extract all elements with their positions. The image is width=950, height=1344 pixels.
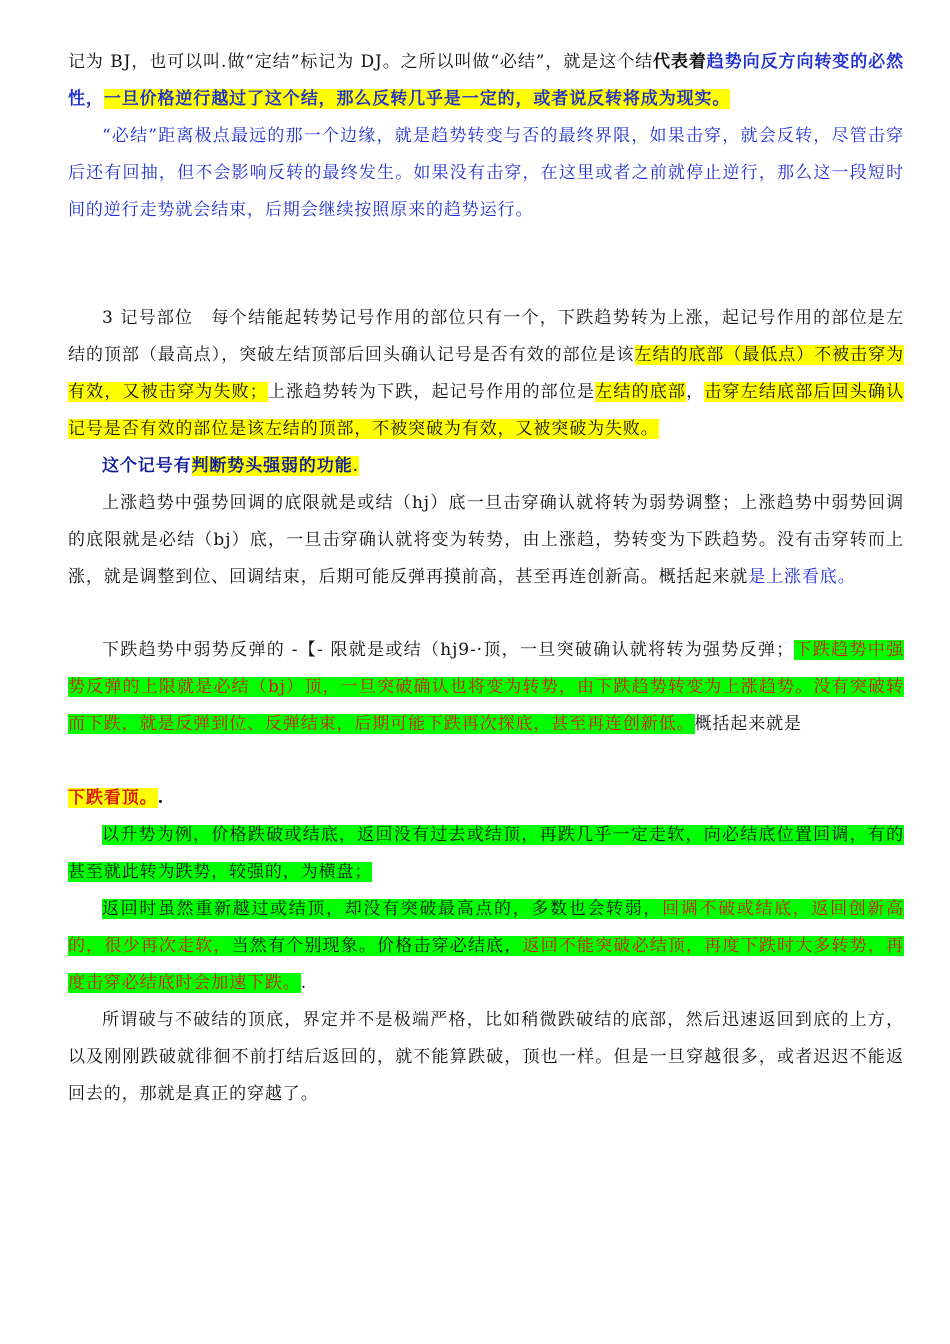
paragraph-return: [68, 891, 904, 1002]
highlight-yellow: 一旦价格逆行越过了这个结，那么反转几乎是一定的，或者说反转将成为现实。: [103, 89, 731, 109]
paragraph-definition: [68, 44, 904, 118]
text-run-bold: 代表着: [653, 52, 707, 72]
text-run: 记为 BJ，也可以叫.做“定结”标记为 DJ。之所以叫做“必结”，就是这个结: [68, 52, 653, 72]
highlight-yellow: 下跌看顶。: [68, 788, 158, 808]
highlight-green: 返回不能突破必结顶，再度下跌时大多转势，再度击穿必结底时会加速下跌。: [68, 936, 904, 993]
highlight-yellow: .: [352, 456, 359, 476]
paragraph-break-definition: 所谓破与不破结的顶底，界定并不是极端严格，比如稍微跌破结的底部，然后迅速返回到底的上方，以及刚刚跌破就徘徊不前打结后返回的，就不能算跌破，顶也一样。但是一旦穿越很多，或者迟迟不能返回去的，那就是真正的穿越了。: [68, 1010, 904, 1104]
highlight-green: 回调不破或结底，返回创新高的，很少再次走软，: [68, 899, 905, 956]
paragraph-uptrend: [68, 485, 904, 596]
text-run: .: [300, 973, 308, 993]
paragraph-strength-note: [68, 448, 904, 485]
highlight-green: 下跌趋势中强势反弹的上限就是必结（bj）顶，一旦突破确认也将变为转势，由下跌趋势转变为上涨趋势。没有突破转而下跌，就是反弹到位、反弹结束，后期可能下跌再次探底，甚至再连创新低。: [68, 640, 904, 734]
text-run: 概括起来就是: [694, 714, 802, 734]
highlight-yellow: 判断势头强弱的功能: [191, 456, 353, 476]
highlight-yellow: 左结的底部: [595, 382, 687, 402]
text-run: 3 记号部位 每个结能起转势记号作用的部位只有一个，下跌趋势转为上涨，起记号作用的部位是左结的顶部（最高点），突破左结顶部后回头确认记号是否有效的部位是该: [68, 308, 904, 365]
highlight-green: 以升势为例，价格跌破或结底，返回没有过去或结顶，再跌几乎一定走软，向必结底位置回调，有的甚至就此转为跌势，较强的，为横盘；: [68, 825, 904, 882]
paragraph-marker-position: [68, 300, 904, 448]
highlight-yellow: 左结的底部（最低点）不被击穿为有效，又被击穿为失败；: [68, 345, 904, 402]
paragraph-summary: [68, 780, 904, 817]
text-run: .: [157, 788, 165, 808]
text-run-blue: 是上涨看底。: [748, 567, 856, 587]
paragraph-boundary: “必结”距离极点最远的那一个边缘，就是趋势转变与否的最终界限，如果击穿，就会反转，尽管击穿后还有回抽，但不会影响反转的最终发生。如果没有击穿，在这里或者之前就停止逆行，那么这一段短时间的逆行走势就会结束，后期会继续按照原来的趋势运行。: [68, 126, 904, 220]
text-run-bold: 这个记号有: [102, 456, 192, 476]
text-run: 下跌趋势中弱势反弹的 -【- 限就是或结（hj9-·顶，一旦突破确认就将转为强势反弹；: [102, 640, 795, 660]
text-run: 上涨趋势中强势回调的底限就是或结（hj）底一旦击穿确认就将转为弱势调整；上涨趋势中弱势回调的底限就是必结（bj）底，一旦击穿确认就将变为转势，由上涨趋，势转变为下跌趋势。没有击穿转而上涨，就是调整到位、回调结束，后期可能反弹再摸前高，甚至再连创新高。概括起来就: [68, 493, 904, 587]
highlight-green: 返回时虽然重新越过或结顶，却没有突破最高点的，多数也会转弱，: [102, 899, 663, 919]
paragraph-rise-example: [68, 817, 904, 891]
highlight-yellow: 击穿左结底部后回头确认记号是否有效的部位是该左结的顶部，不被突破为有效，又被突破为失败。: [68, 382, 905, 439]
text-run: 上涨趋势转为下跌，起记号作用的部位是: [267, 382, 596, 402]
text-run-blue-bold: 趋势向反方向转变的必然性，: [68, 52, 904, 109]
highlight-green: 当然有个别现象。价格击穿必结底，: [231, 936, 523, 956]
text-run: ，: [686, 382, 705, 402]
paragraph-downtrend: [68, 632, 904, 743]
